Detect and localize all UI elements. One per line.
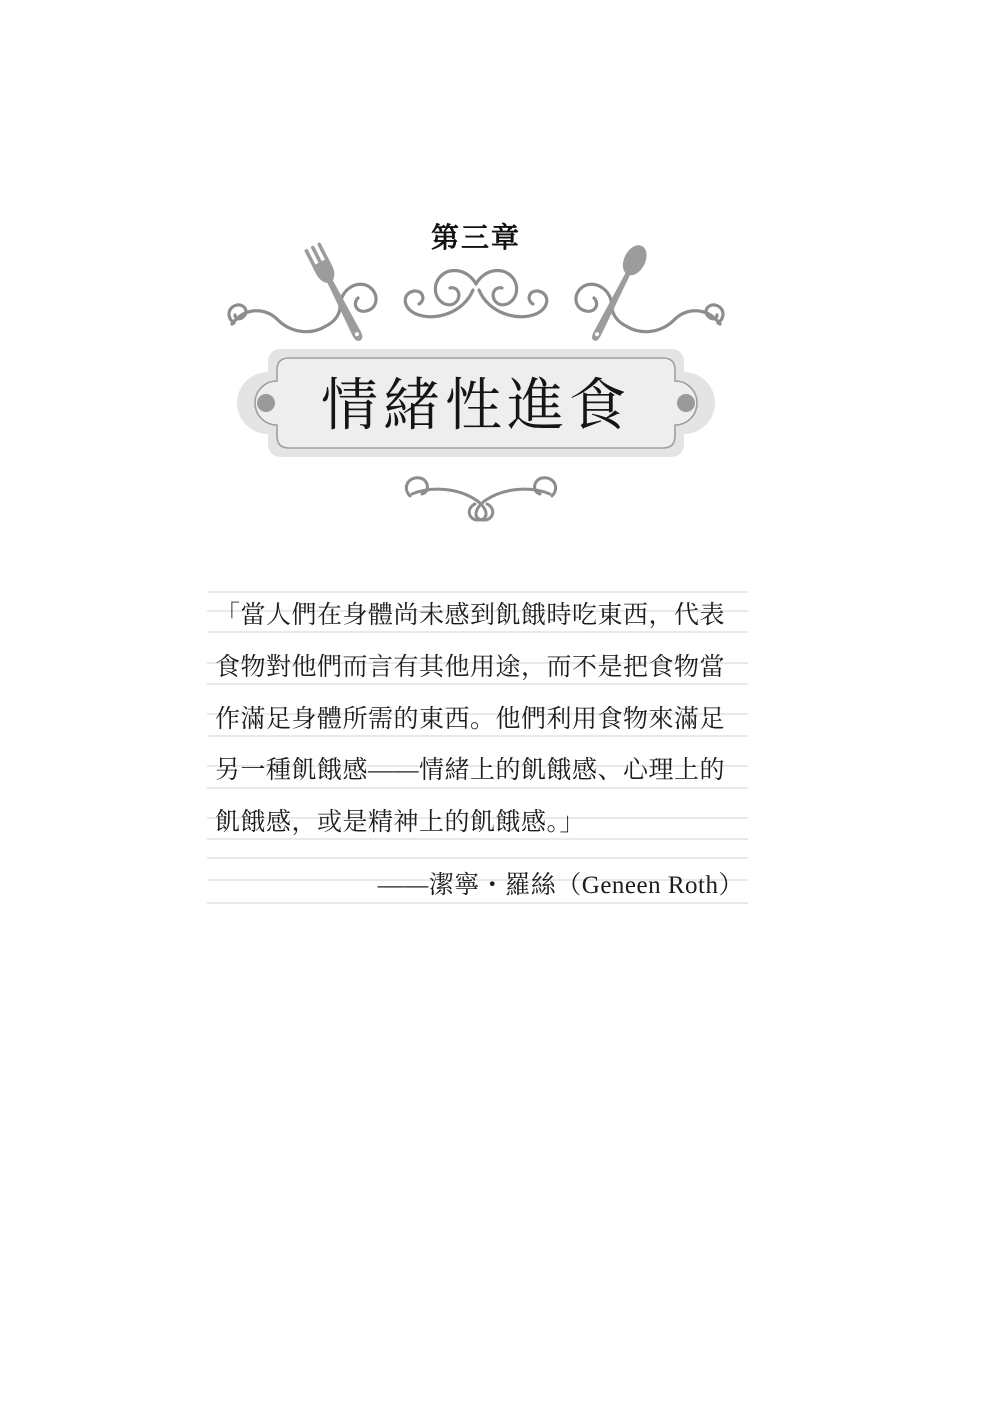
swirl-center-left-horn [435, 271, 476, 305]
quote-line: 另一種飢餓感——情緒上的飢餓感、心理上的 [215, 757, 726, 784]
fork-icon [304, 242, 368, 345]
quote-line: 作滿足身體所需的東西。他們利用食物來滿足 [215, 706, 726, 733]
quote-line: 食物對他們而言有其他用途，而不是把食物當 [215, 654, 726, 681]
chapter-heading: 第三章 [430, 222, 521, 253]
swirl-left-wave [232, 307, 340, 332]
quote-section [207, 585, 748, 915]
quote-line: 飢餓感，或是精神上的飢餓感。」 [215, 809, 586, 836]
cutlery-flourish-ornament [226, 228, 726, 348]
page-title: 情緒性進食 [321, 374, 631, 438]
swirl-center-right-horn [476, 271, 517, 305]
swirl-right-wave [612, 307, 720, 332]
swirl-center-right-s [479, 290, 547, 317]
flourish-swirls [229, 271, 723, 332]
title-plaque [237, 347, 715, 459]
quote-attribution: ——潔寧・羅絲（Geneen Roth） [377, 872, 744, 899]
swirl-right-spiral [576, 284, 612, 311]
spoon-icon [585, 241, 652, 345]
bottom-flourish [396, 472, 566, 524]
quote-line: 「當人們在身體尚未感到飢餓時吃東西，代表 [215, 602, 726, 629]
swirl-center-left-s [405, 290, 473, 317]
